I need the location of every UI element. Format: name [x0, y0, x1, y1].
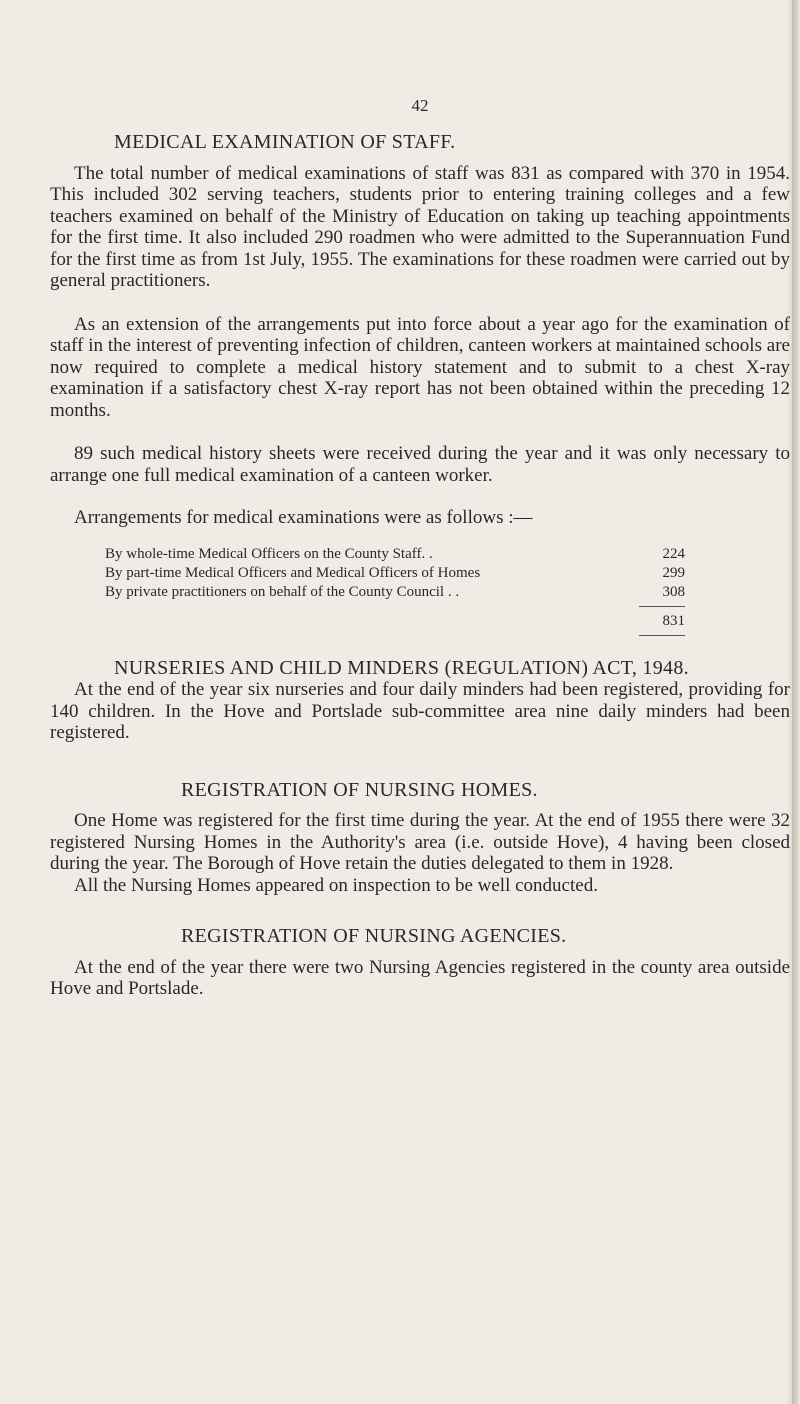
nursing-homes-paragraph-1: One Home was registered for the first time during the year. At the end of 1955 there were 32 registered Nursing Homes in the Authority's area (i.e. outside Hove), 4 having been closed during the year. The Borough of Hove retain the duties delegated to them in 1928.	[50, 810, 790, 874]
nursing-homes-paragraph-2: All the Nursing Homes appeared on inspection to be well conducted.	[74, 874, 598, 896]
medical-exam-paragraph-1: The total number of medical examinations of staff was 831 as compared with 370 in 1954. This included 302 serving teachers, students prior to entering training colleges and a few teachers examined on behalf of the Ministry of Education on taking up teaching appointments for the first time. It also included 290 roadmen who were admitted to the Superannuation Fund for the first time as from 1st July, 1955. The examinations for these roadmen were carried out by general practitioners.	[50, 162, 790, 291]
table-row-label: By part-time Medical Officers and Medical Officers of Homes	[105, 564, 481, 581]
table-row-label: By private practitioners on behalf of the County Council . .	[105, 583, 460, 600]
medical-exam-paragraph-3: 89 such medical history sheets were received during the year and it was only necessary to arrange one full medical examination of a canteen worker.	[50, 443, 790, 486]
arrangements-table	[105, 545, 685, 636]
page-number: 42	[411, 96, 429, 115]
page-edge-line	[792, 0, 794, 1404]
table-row	[105, 564, 685, 583]
table-row-value: 308	[662, 583, 685, 600]
page-content	[50, 132, 790, 1000]
nursing-homes-heading: REGISTRATION OF NURSING HOMES.	[181, 778, 538, 801]
nurseries-heading: NURSERIES AND CHILD MINDERS (REGULATION) ACT, 1948.	[114, 656, 689, 679]
table-row	[105, 545, 685, 564]
table-row-value: 299	[662, 564, 685, 581]
arrangements-intro: Arrangements for medical examinations were as follows :—	[74, 507, 533, 528]
table-row-value: 224	[662, 545, 685, 562]
nursing-agencies-paragraph: At the end of the year there were two Nursing Agencies registered in the county area outside Hove and Portslade.	[50, 956, 790, 999]
nursing-agencies-heading: REGISTRATION OF NURSING AGENCIES.	[181, 925, 567, 947]
medical-exam-paragraph-2: As an extension of the arrangements put into force about a year ago for the examination of staff in the interest of preventing infection of children, canteen workers at maintained schools are now required to complete a medical history statement and to submit to a chest X-ray examination if a satisfactory chest X-ray report has not been obtained within the preceding 12 months.	[50, 313, 790, 421]
table-total-row	[105, 606, 685, 636]
table-row	[105, 583, 685, 602]
table-total-value: 831	[639, 606, 685, 636]
medical-exam-heading: MEDICAL EXAMINATION OF STAFF.	[114, 131, 456, 153]
table-row-label: By whole-time Medical Officers on the County Staff. .	[105, 545, 433, 562]
nurseries-paragraph: At the end of the year six nurseries and four daily minders had been registered, providing for 140 children. In the Hove and Portslade sub-committee area nine daily minders had been registered.	[50, 679, 790, 743]
